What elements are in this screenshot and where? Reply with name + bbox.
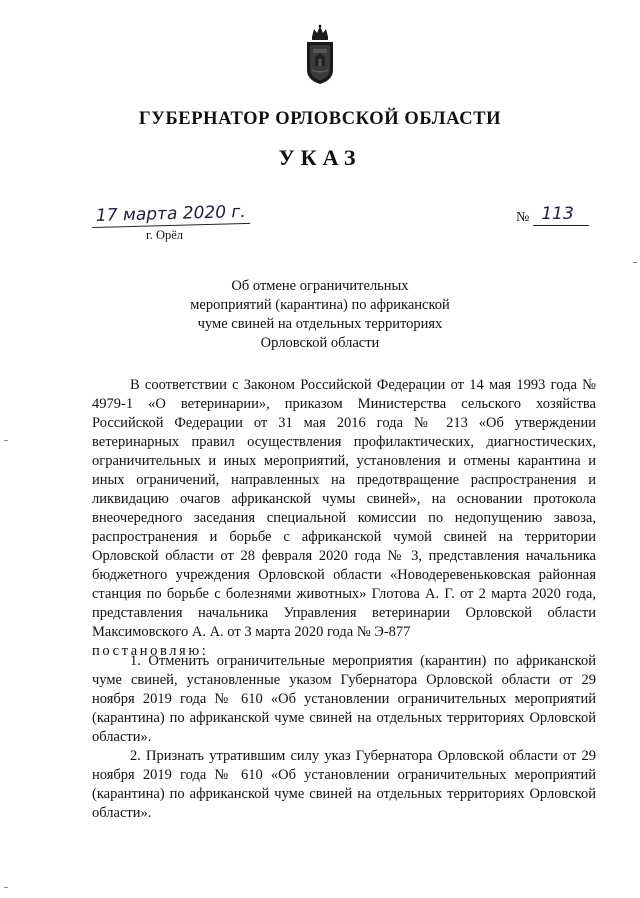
- scan-edge-mark: [4, 440, 8, 441]
- handwritten-number: 113: [533, 204, 589, 226]
- preamble-paragraph: [92, 376, 596, 661]
- handwritten-date: 17 марта 2020 г.: [92, 202, 250, 228]
- preamble: [92, 376, 596, 661]
- scan-edge-mark: [633, 262, 637, 263]
- subject-line: мероприятий (карантина) по африканской: [190, 297, 450, 313]
- document-number: [516, 204, 606, 226]
- subject-line: Орловской области: [260, 335, 380, 351]
- decree-item: 1. Отменить ограничительные мероприятия (карантин) по африканской чуме свиней, установленные указом Губернатора Орловской области от 29 ноября 2019 года № 610 «Об установлении ограничительных мероприятий (карантина) по африканской чуме свиней на отдельных территориях Орловской области».: [92, 653, 596, 745]
- document-type-title: УКАЗ: [278, 145, 362, 170]
- issuing-authority: ГУБЕРНАТОР ОРЛОВСКОЙ ОБЛАСТИ: [138, 109, 502, 129]
- subject-line: Об отмене ограничительных: [231, 278, 409, 294]
- coat-of-arms-icon: [303, 24, 337, 86]
- scan-edge-mark: [4, 887, 8, 888]
- document-city: г. Орёл: [146, 228, 184, 242]
- decree-item: 2. Признать утратившим силу указ Губернатора Орловской области от 29 ноября 2019 года № 610 «Об установлении ограничительных мероприятий (карантина) по африканской чуме свиней на отдельных территориях Орловской области».: [92, 748, 596, 821]
- document-subject: [0, 277, 640, 353]
- subject-line: чуме свиней на отдельных территориях: [197, 316, 443, 332]
- decree-word: постановляю:: [92, 643, 209, 659]
- preamble-text: В соответствии с Законом Российской Федерации от 14 мая 1993 года № 4979-1 «О ветеринарии», приказом Министерства сельского хозяйства Российской Федерации от 31 мая 2016 года № 213 «Об утверждении ветеринарных правил осуществления профилактических, диагностических, ограничительных и иных мероприятий, установления и отмены карантина и иных ограничений, направленных на предотвращение распространения и ликвидацию очагов африканской чумы свиней», на основании протокола внеочередного заседания специальной комиссии по недопущению завоза, распространения и борьбе с африканской чумой свиней на территории Орловской области от 28 февраля 2020 года № 3, представления начальника бюджетного учреждения Орловской области «Новодеревеньковская районная станция по борьбе с болезнями животных» Глотова А. Г. от 2 марта 2020 года, представления начальника Управления ветеринарии Орловской области Максимовского А. А. от 3 марта 2020 года № Э-877: [92, 377, 596, 640]
- document-date: [92, 204, 262, 226]
- number-sign: №: [516, 210, 530, 225]
- decree-items: [92, 652, 596, 823]
